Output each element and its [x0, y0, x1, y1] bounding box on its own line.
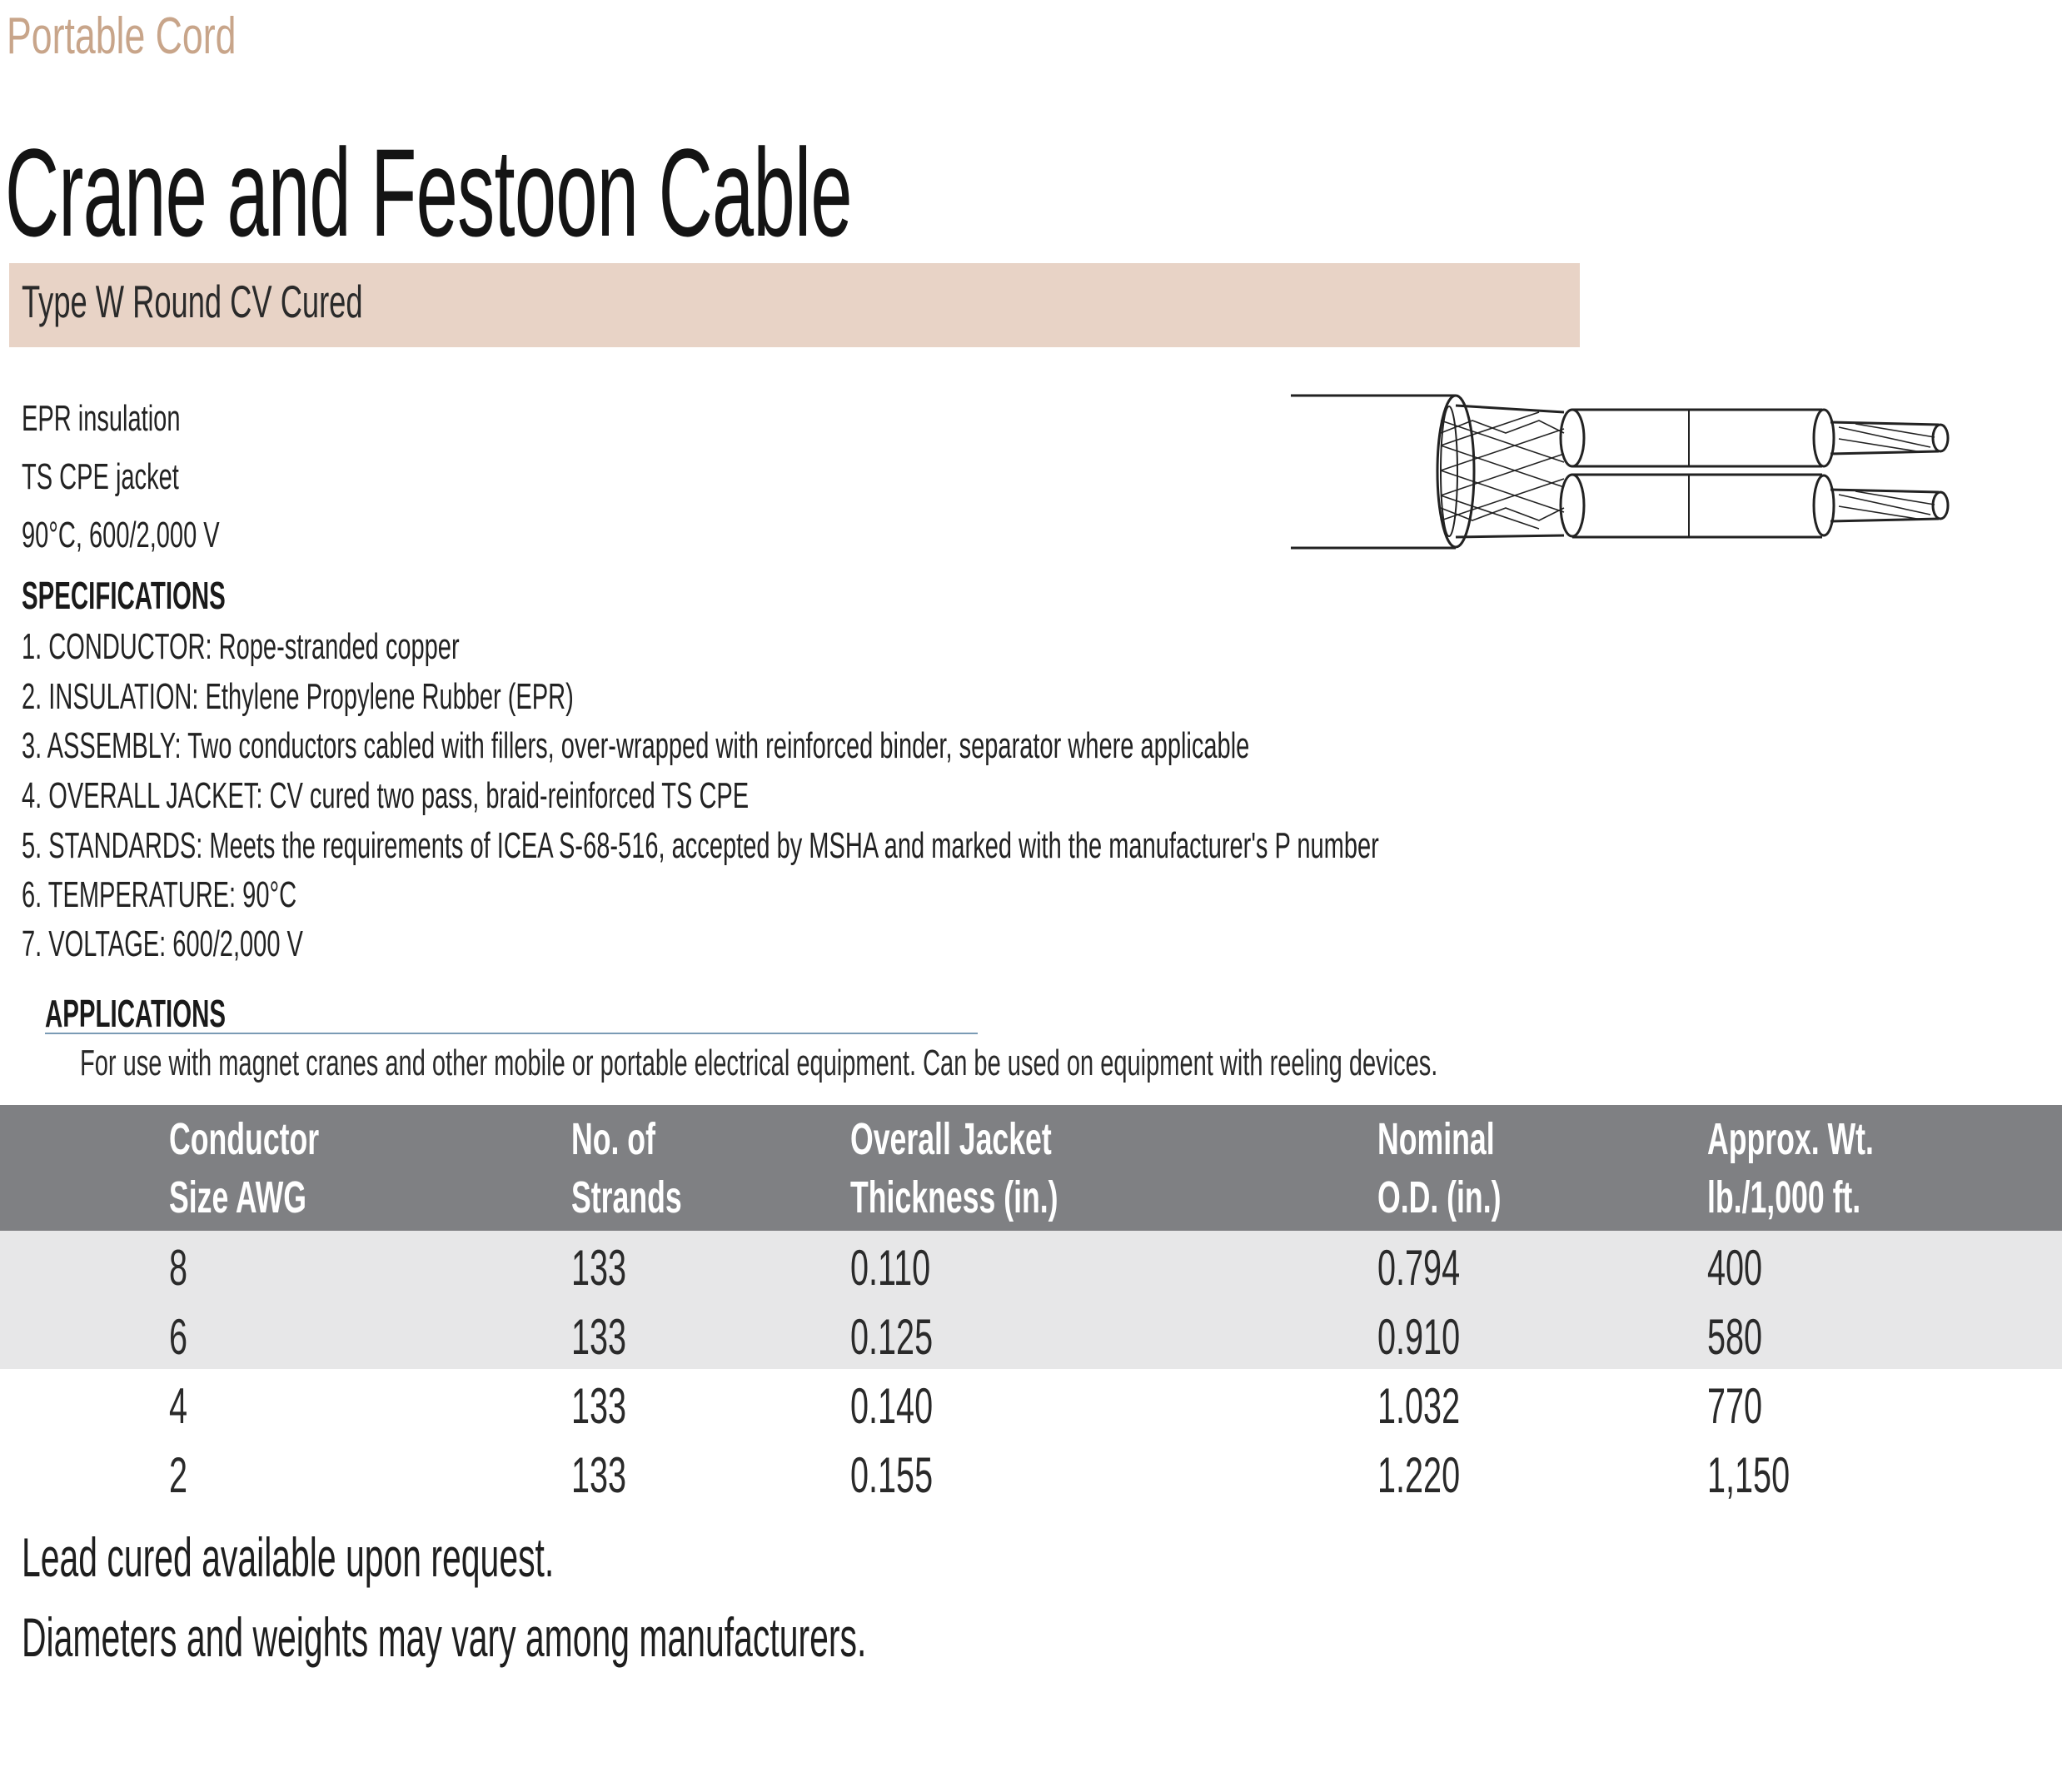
applications-text: For use with magnet cranes and other mobile or portable electrical equipment. Can be used on equipment with reeling devices. [80, 1043, 1438, 1083]
feature-insulation: EPR insulation [22, 398, 181, 439]
table-cell: 0.794 [1377, 1240, 1461, 1296]
col-header-strands: No. of Strands [571, 1114, 682, 1222]
feature-jacket: TS CPE jacket [22, 456, 179, 497]
table-cell: 0.110 [850, 1240, 931, 1296]
spec-item-temperature: 6. TEMPERATURE: 90°C [22, 874, 297, 915]
col-header-jacket-thickness: Overall Jacket Thickness (in.) [850, 1114, 1058, 1222]
table-cell: 133 [571, 1447, 627, 1503]
spec-item-voltage: 7. VOLTAGE: 600/2,000 V [22, 923, 303, 964]
col-header-nominal-od: Nominal O.D. (in.) [1377, 1114, 1502, 1222]
spec-item-jacket: 4. OVERALL JACKET: CV cured two pass, braid-reinforced TS CPE [22, 775, 750, 816]
table-cell: 133 [571, 1309, 627, 1365]
category-label: Portable Cord [7, 7, 237, 65]
table-cell: 1.220 [1377, 1447, 1461, 1503]
table-cell: 4 [169, 1378, 188, 1434]
applications-heading: APPLICATIONS [45, 992, 226, 1035]
table-cell: 770 [1707, 1378, 1763, 1434]
table-cell: 133 [571, 1378, 627, 1434]
col-header-approx-weight: Approx. Wt. lb./1,000 ft. [1707, 1114, 1874, 1222]
spec-item-insulation: 2. INSULATION: Ethylene Propylene Rubber (EPR) [22, 676, 574, 717]
spec-item-assembly: 3. ASSEMBLY: Two conductors cabled with fillers, over-wrapped with reinforced binder, separator where applicable [22, 725, 1250, 766]
product-subtitle: Type W Round CV Cured [22, 276, 363, 327]
note-lead-cured: Lead cured available upon request. [22, 1526, 555, 1588]
cable-illustration [1289, 387, 1955, 562]
spec-item-conductor: 1. CONDUCTOR: Rope-stranded copper [22, 626, 460, 667]
table-cell: 6 [169, 1309, 188, 1365]
table-cell: 0.125 [850, 1309, 934, 1365]
applications-rule [45, 1033, 978, 1034]
feature-rating: 90°C, 600/2,000 V [22, 515, 220, 555]
table-cell: 0.910 [1377, 1309, 1461, 1365]
page-title: Crane and Festoon Cable [5, 122, 852, 262]
specifications-heading: SPECIFICATIONS [22, 574, 226, 617]
table-cell: 400 [1707, 1240, 1763, 1296]
table-cell: 133 [571, 1240, 627, 1296]
table-cell: 1.032 [1377, 1378, 1461, 1434]
table-cell: 0.155 [850, 1447, 934, 1503]
spec-item-standards: 5. STANDARDS: Meets the requirements of ICEA S-68-516, accepted by MSHA and marked with the manufacturer's P number [22, 825, 1379, 866]
table-cell: 1,150 [1707, 1447, 1791, 1503]
table-cell: 580 [1707, 1309, 1763, 1365]
table-cell: 0.140 [850, 1378, 934, 1434]
table-cell: 8 [169, 1240, 188, 1296]
table-cell: 2 [169, 1447, 188, 1503]
col-header-conductor-size: Conductor Size AWG [169, 1114, 320, 1222]
note-diameters: Diameters and weights may vary among manufacturers. [22, 1606, 867, 1668]
